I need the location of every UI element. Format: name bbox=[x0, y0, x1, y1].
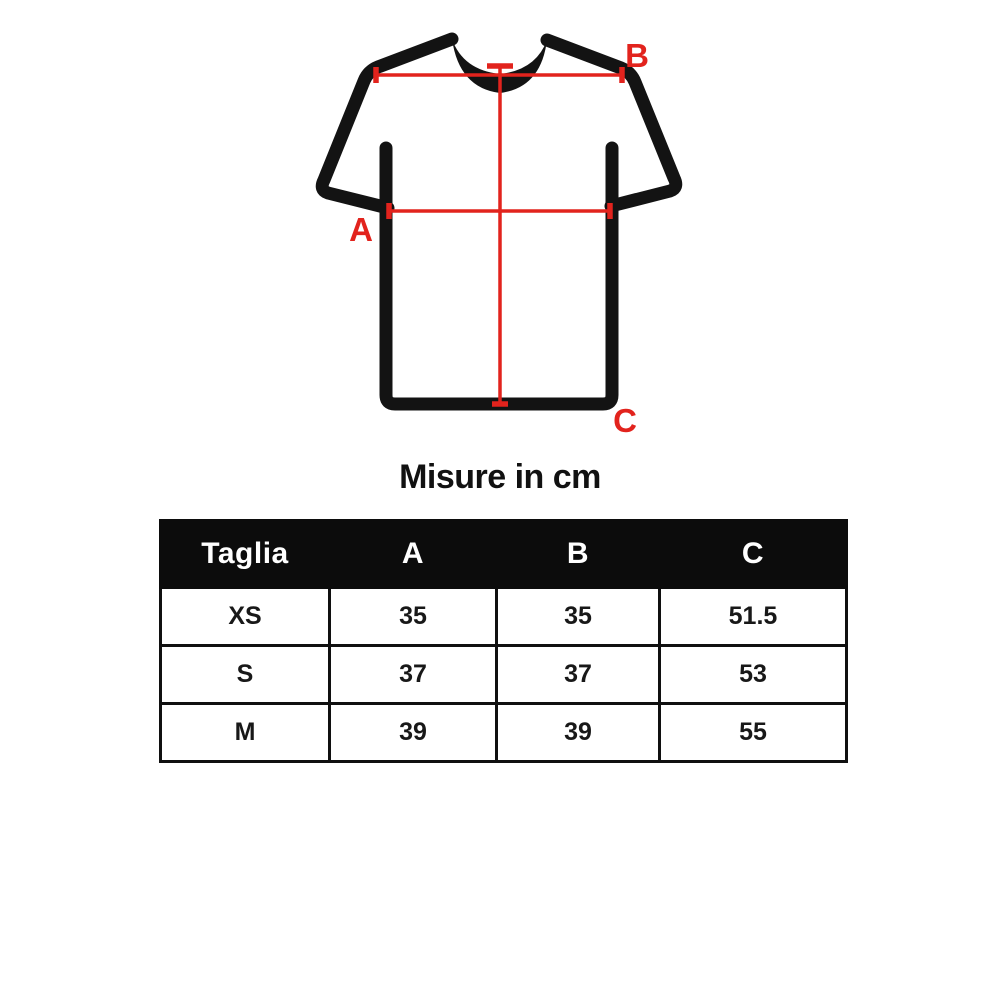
size-table-header-row bbox=[161, 521, 847, 588]
measure-b-cell: 39 bbox=[497, 704, 660, 762]
measure-label-a: A bbox=[349, 211, 373, 248]
size-table bbox=[159, 519, 848, 763]
measure-a-cell: 35 bbox=[330, 588, 497, 646]
table-row-s bbox=[161, 646, 847, 704]
tshirt-diagram bbox=[0, 0, 1000, 460]
column-header-a: A bbox=[330, 521, 497, 588]
measure-c-cell: 51.5 bbox=[660, 588, 847, 646]
size-cell: XS bbox=[161, 588, 330, 646]
measure-label-b: B bbox=[625, 37, 649, 74]
measure-a-cell: 39 bbox=[330, 704, 497, 762]
tshirt-diagram-svg bbox=[0, 0, 1000, 460]
measure-b-cell: 37 bbox=[497, 646, 660, 704]
column-header-taglia: Taglia bbox=[161, 521, 330, 588]
measure-c-cell: 55 bbox=[660, 704, 847, 762]
page-title: Misure in cm bbox=[399, 458, 601, 496]
column-header-b: B bbox=[497, 521, 660, 588]
measure-a-cell: 37 bbox=[330, 646, 497, 704]
size-cell: M bbox=[161, 704, 330, 762]
size-cell: S bbox=[161, 646, 330, 704]
measure-b-cell: 35 bbox=[497, 588, 660, 646]
measure-line-c bbox=[487, 66, 513, 405]
column-header-c: C bbox=[660, 521, 847, 588]
table-row-xs bbox=[161, 588, 847, 646]
measure-label-c: C bbox=[613, 402, 637, 439]
measure-c-cell: 53 bbox=[660, 646, 847, 704]
table-row-m bbox=[161, 704, 847, 762]
